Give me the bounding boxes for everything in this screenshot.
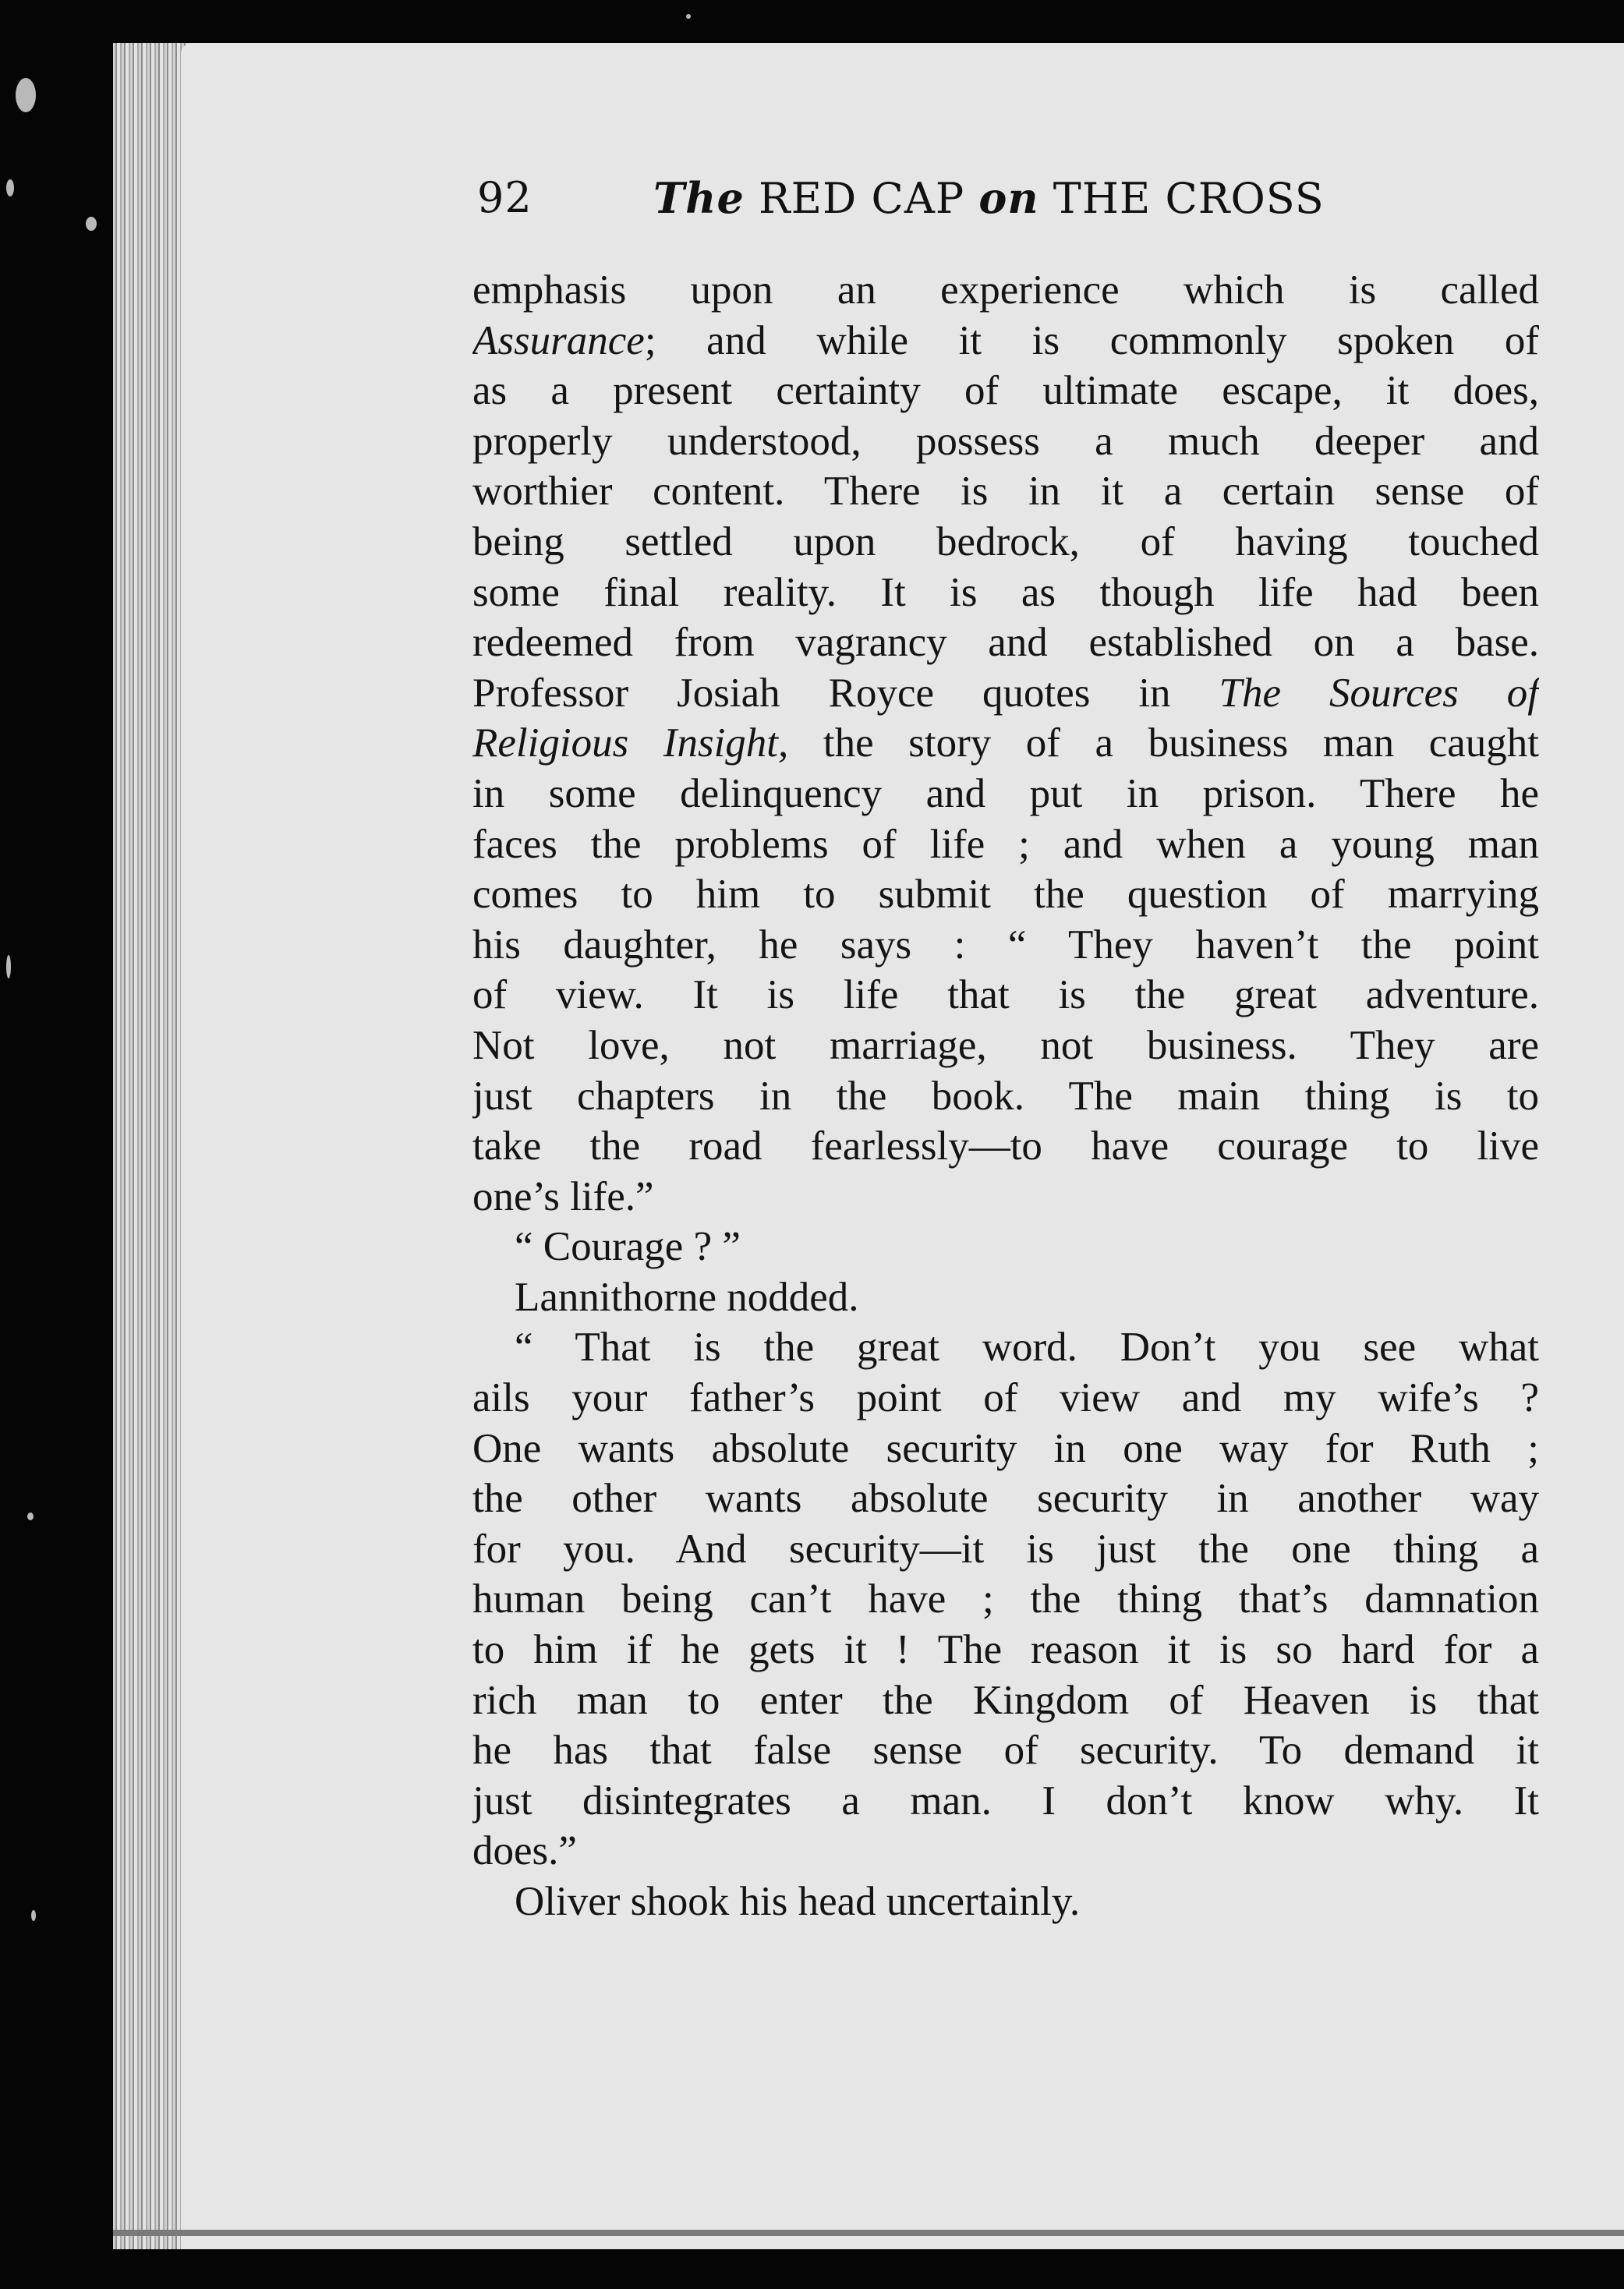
text-line: just chapters in the book. The main thing is to: [472, 1073, 1539, 1119]
text-line: redeemed from vagrancy and established on a base.: [472, 620, 1539, 666]
text-line: ails your father’s point of view and my wife’s ?: [472, 1375, 1539, 1421]
text-line: some final reality. It is as though life had been: [472, 569, 1539, 615]
body-text: [472, 265, 1539, 1927]
running-header: [477, 173, 1366, 228]
text-line: just disintegrates a man. I don’t know why. It: [472, 1778, 1539, 1824]
text-line: Not love, not marriage, not business. They are: [472, 1022, 1539, 1068]
text-line: one’s life.”: [472, 1173, 654, 1219]
title-the-cross: THE CROSS: [1053, 174, 1325, 223]
scan-speck: [86, 217, 97, 231]
text-line: worthier content. There is in it a certain sense of: [472, 469, 1539, 515]
text-fragment: the story of a business man caught: [823, 720, 1539, 766]
text-line: as a present certainty of ultimate escape, it does,: [472, 368, 1539, 414]
text-line: properly understood, possess a much deeper and: [472, 418, 1539, 464]
text-fragment: Professor Josiah Royce quotes in: [472, 670, 1171, 716]
text-fragment: ; and while it is commonly spoken of: [644, 317, 1539, 363]
book-title-italic: Religious Insight,: [472, 720, 789, 766]
title-word-the: The: [653, 173, 745, 223]
text-line: rich man to enter the Kingdom of Heaven is that: [472, 1677, 1539, 1723]
text-line: human being can’t have ; the thing that’s damnation: [472, 1576, 1539, 1622]
text-line: the other wants absolute security in another way: [472, 1476, 1539, 1522]
page-bottom-edge: [113, 2230, 1624, 2236]
running-title: [653, 173, 1325, 223]
text-line: [472, 316, 1539, 366]
text-line: “ Courage ? ”: [515, 1224, 741, 1270]
text-line: he has that false sense of security. To demand it: [472, 1728, 1539, 1774]
book-title-italic: The Sources of: [1219, 670, 1539, 716]
text-line: “ That is the great word. Don’t you see what: [515, 1325, 1539, 1371]
title-red-cap: RED CAP: [758, 174, 965, 223]
text-line: to him if he gets it ! The reason it is so hard for a: [472, 1627, 1539, 1673]
text-line: of view. It is life that is the great adventure.: [472, 972, 1539, 1018]
text-line: comes to him to submit the question of marrying: [472, 872, 1539, 918]
text-line: [472, 668, 1539, 719]
scan-speck: [16, 78, 36, 112]
text-line: Lannithorne nodded.: [515, 1274, 859, 1320]
text-line: emphasis upon an experience which is called: [472, 267, 1539, 313]
page-number: 92: [477, 173, 532, 222]
scan-speck: [27, 1512, 34, 1520]
text-line: being settled upon bedrock, of having touched: [472, 518, 1539, 564]
text-line: Oliver shook his head uncertainly.: [515, 1879, 1081, 1924]
scan-speck: [686, 14, 691, 19]
scan-speck: [31, 1910, 36, 1921]
text-line: in some delinquency and put in prison. There he: [472, 770, 1539, 816]
text-line: faces the problems of life ; and when a young man: [472, 821, 1539, 867]
text-line: take the road fearlessly—to have courage to live: [472, 1123, 1539, 1169]
scan-speck: [6, 179, 14, 196]
text-line: One wants absolute security in one way for Ruth ;: [472, 1425, 1539, 1471]
title-word-on: on: [978, 173, 1039, 223]
text-line: for you. And security—it is just the one thing a: [472, 1526, 1539, 1572]
text-line: his daughter, he says : “ They haven’t the point: [472, 922, 1539, 968]
text-line: does.”: [472, 1828, 577, 1874]
italic-term-assurance: Assurance: [472, 317, 645, 363]
text-line: [472, 718, 1539, 769]
scan-speck: [6, 955, 11, 978]
